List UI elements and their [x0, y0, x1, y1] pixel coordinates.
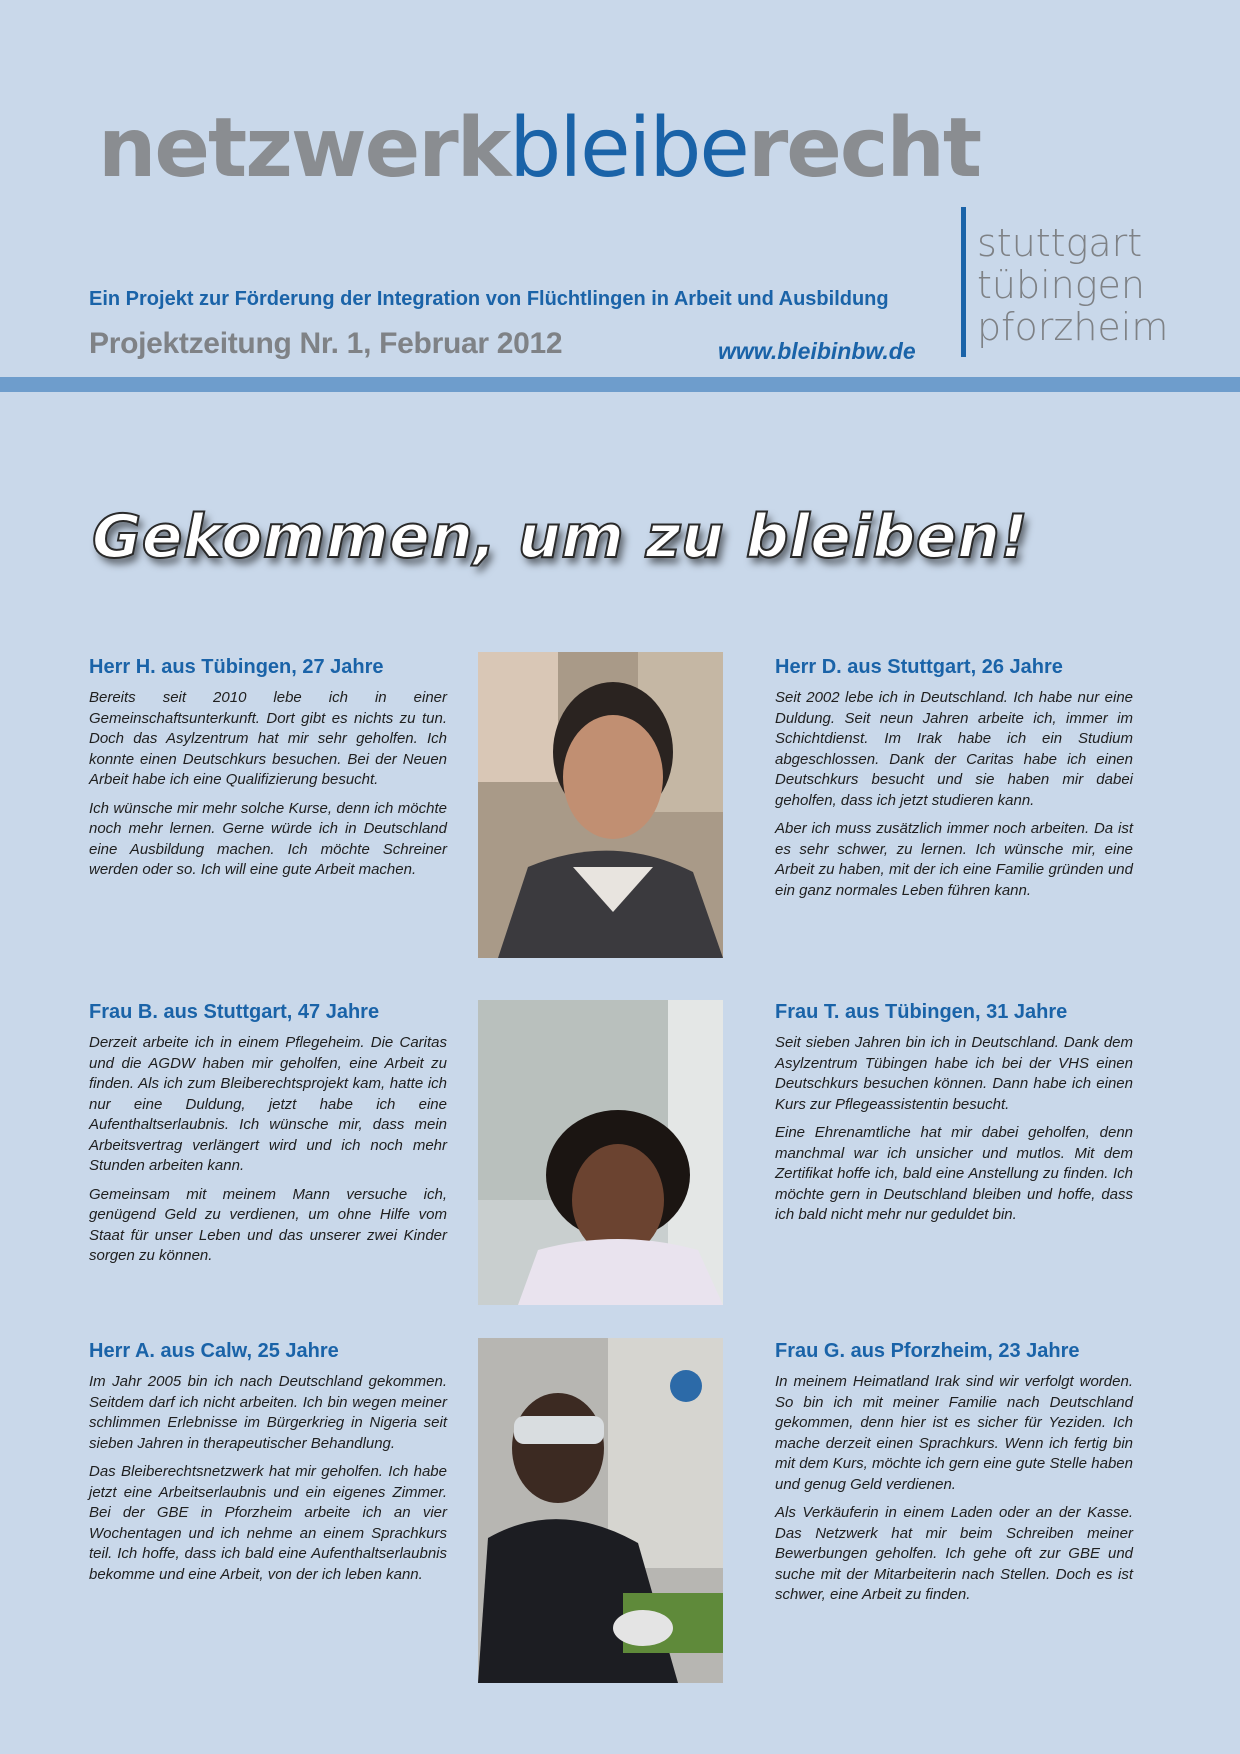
story-paragraph: Derzeit arbeite ich in einem Pflegeheim. Die Caritas und die AGDW haben mir geholfen, eine Arbeit zu finden. Als ich zum Bleiberechtsprojekt kam, hatte ich nur eine Duldung, jetzt habe ich eine Aufenthaltserlaubnis. Ich wünsche mir, dass mein Arbeitsvertrag verlängert wird und ich noch mehr Stunden arbeiten kann.: [89, 1034, 447, 1174]
story-title: Frau B. aus Stuttgart, 47 Jahre: [89, 1001, 380, 1023]
header-rule: [0, 377, 1240, 392]
story-title: Frau G. aus Pforzheim, 23 Jahre: [775, 1340, 1080, 1362]
city-tuebingen: tübingen: [977, 263, 1146, 307]
story-title: Herr A. aus Calw, 25 Jahre: [89, 1340, 339, 1362]
story-title: Herr H. aus Tübingen, 27 Jahre: [89, 656, 384, 678]
main-headline: Gekommen, um zu bleiben!: [92, 502, 1029, 572]
story-paragraph: Seit sieben Jahren bin ich in Deutschland. Dank dem Asylzentrum Tübingen habe ich bei der VHS einen Deutschkurs besuchen können. Dann habe ich einen Kurs zur Pflegeassistentin besucht.: [775, 1034, 1133, 1113]
masthead-recht: recht: [747, 101, 981, 196]
story-herr-d: [775, 656, 1133, 909]
city-pforzheim: pforzheim: [977, 305, 1169, 349]
issue-info: Projektzeitung Nr. 1, Februar 2012: [89, 327, 563, 360]
story-frau-g: [775, 1340, 1133, 1614]
story-title: Frau T. aus Tübingen, 31 Jahre: [775, 1001, 1068, 1023]
story-paragraph: Das Bleiberechtsnetzwerk hat mir geholfen. Ich habe jetzt eine Arbeitserlaubnis und ein eigenes Zimmer. Bei der GBE in Pforzheim arbeite ich an vier Wochentagen und ich nehme an einem Sprachkurs teil. Ich hoffe, dass ich bald eine Aufenthaltserlaubnis bekomme und eine Arbeit, von der ich leben kann.: [89, 1463, 447, 1583]
story-paragraph: Ich wünsche mir mehr solche Kurse, denn ich möchte noch mehr lernen. Gerne würde ich in Deutschland eine Ausbildung machen. Ich möchte Schreiner werden oder so. Ich will eine gute Arbeit machen.: [89, 799, 447, 878]
masthead-logo: [98, 101, 981, 196]
project-subtitle: Ein Projekt zur Förderung der Integration von Flüchtlingen in Arbeit und Ausbildung: [89, 288, 889, 310]
story-herr-a: [89, 1340, 447, 1593]
story-paragraph: Als Verkäuferin in einem Laden oder an der Kasse. Das Netzwerk hat mir beim Schreiben meiner Bewerbungen geholfen. Ich gehe oft zur GBE und suche mit der Mitarbeiterin nach Stellen. Doch es ist schwer, eine Arbeit zu finden.: [775, 1504, 1133, 1603]
story-paragraph: Eine Ehrenamtliche hat mir dabei geholfen, denn manchmal war ich unsicher und mutlos. Mit dem Zertifikat hoffe ich, bald eine Anstellung zu finden. Ich möchte gern in Deutschland bleiben und hoffe, dass ich bald nicht mehr nur geduldet bin.: [775, 1124, 1133, 1223]
website-link[interactable]: www.bleibinbw.de: [718, 338, 916, 364]
story-paragraph: In meinem Heimatland Irak sind wir verfolgt worden. So bin ich mit meiner Familie nach Deutschland gekommen, denn hier ist es sicher für Yeziden. Ich mache derzeit einen Sprachkurs. Wenn ich fertig bin mit dem Kurs, möchte ich gern eine gute Stelle haben und genug Geld verdienen.: [775, 1373, 1133, 1493]
story-paragraph: Seit 2002 lebe ich in Deutschland. Ich habe nur eine Duldung. Seit neun Jahren arbeite ich, immer im Schichtdienst. Im Irak habe ich ein Studium abgeschlossen. Dank der Caritas habe ich einen Deutschkurs besucht und sie haben mir dabei geholfen, dass ich jetzt studieren kann.: [775, 689, 1133, 809]
story-title: Herr D. aus Stuttgart, 26 Jahre: [775, 656, 1063, 678]
story-paragraph: Gemeinsam mit meinem Mann versuche ich, genügend Geld zu verdienen, um ohne Hilfe vom Staat für unser Leben und das unserer zwei Kinder sorgen zu können.: [89, 1185, 447, 1264]
story-paragraph: Aber ich muss zusätzlich immer noch arbeiten. Da ist es sehr schwer, zu lernen. Ich wünsche mir, eine Arbeit zu haben, mit der ich eine Familie gründen und ein ganz normales Leben führen kann.: [775, 820, 1133, 899]
portrait-photo-herr-h: [478, 652, 723, 958]
masthead-bleibe: bleibe: [509, 101, 748, 196]
story-paragraph: Im Jahr 2005 bin ich nach Deutschland gekommen. Seitdem darf ich nicht arbeiten. Ich bin wegen meiner schlimmen Erlebnisse im Bürgerkrieg in Nigeria seit sieben Jahren in therapeutischer Behandlung.: [89, 1373, 447, 1452]
story-frau-b: [89, 1001, 447, 1275]
city-stuttgart: stuttgart: [977, 221, 1143, 265]
portrait-photo-frau-b: [478, 1000, 723, 1305]
city-list: [977, 222, 1168, 348]
city-divider: [961, 207, 966, 357]
story-paragraph: Bereits seit 2010 lebe ich in einer Gemeinschaftsunterkunft. Dort gibt es nichts zu tun. Doch das Asylzentrum hat mir sehr geholfen. Ich konnte einen Deutschkurs besuchen. Bei der Neuen Arbeit habe ich eine Qualifizierung besucht.: [89, 689, 447, 788]
story-herr-h: [89, 656, 447, 889]
story-frau-t: [775, 1001, 1133, 1234]
portrait-photo-herr-a: [478, 1338, 723, 1683]
masthead-netzwerk: netzwerk: [98, 101, 510, 196]
